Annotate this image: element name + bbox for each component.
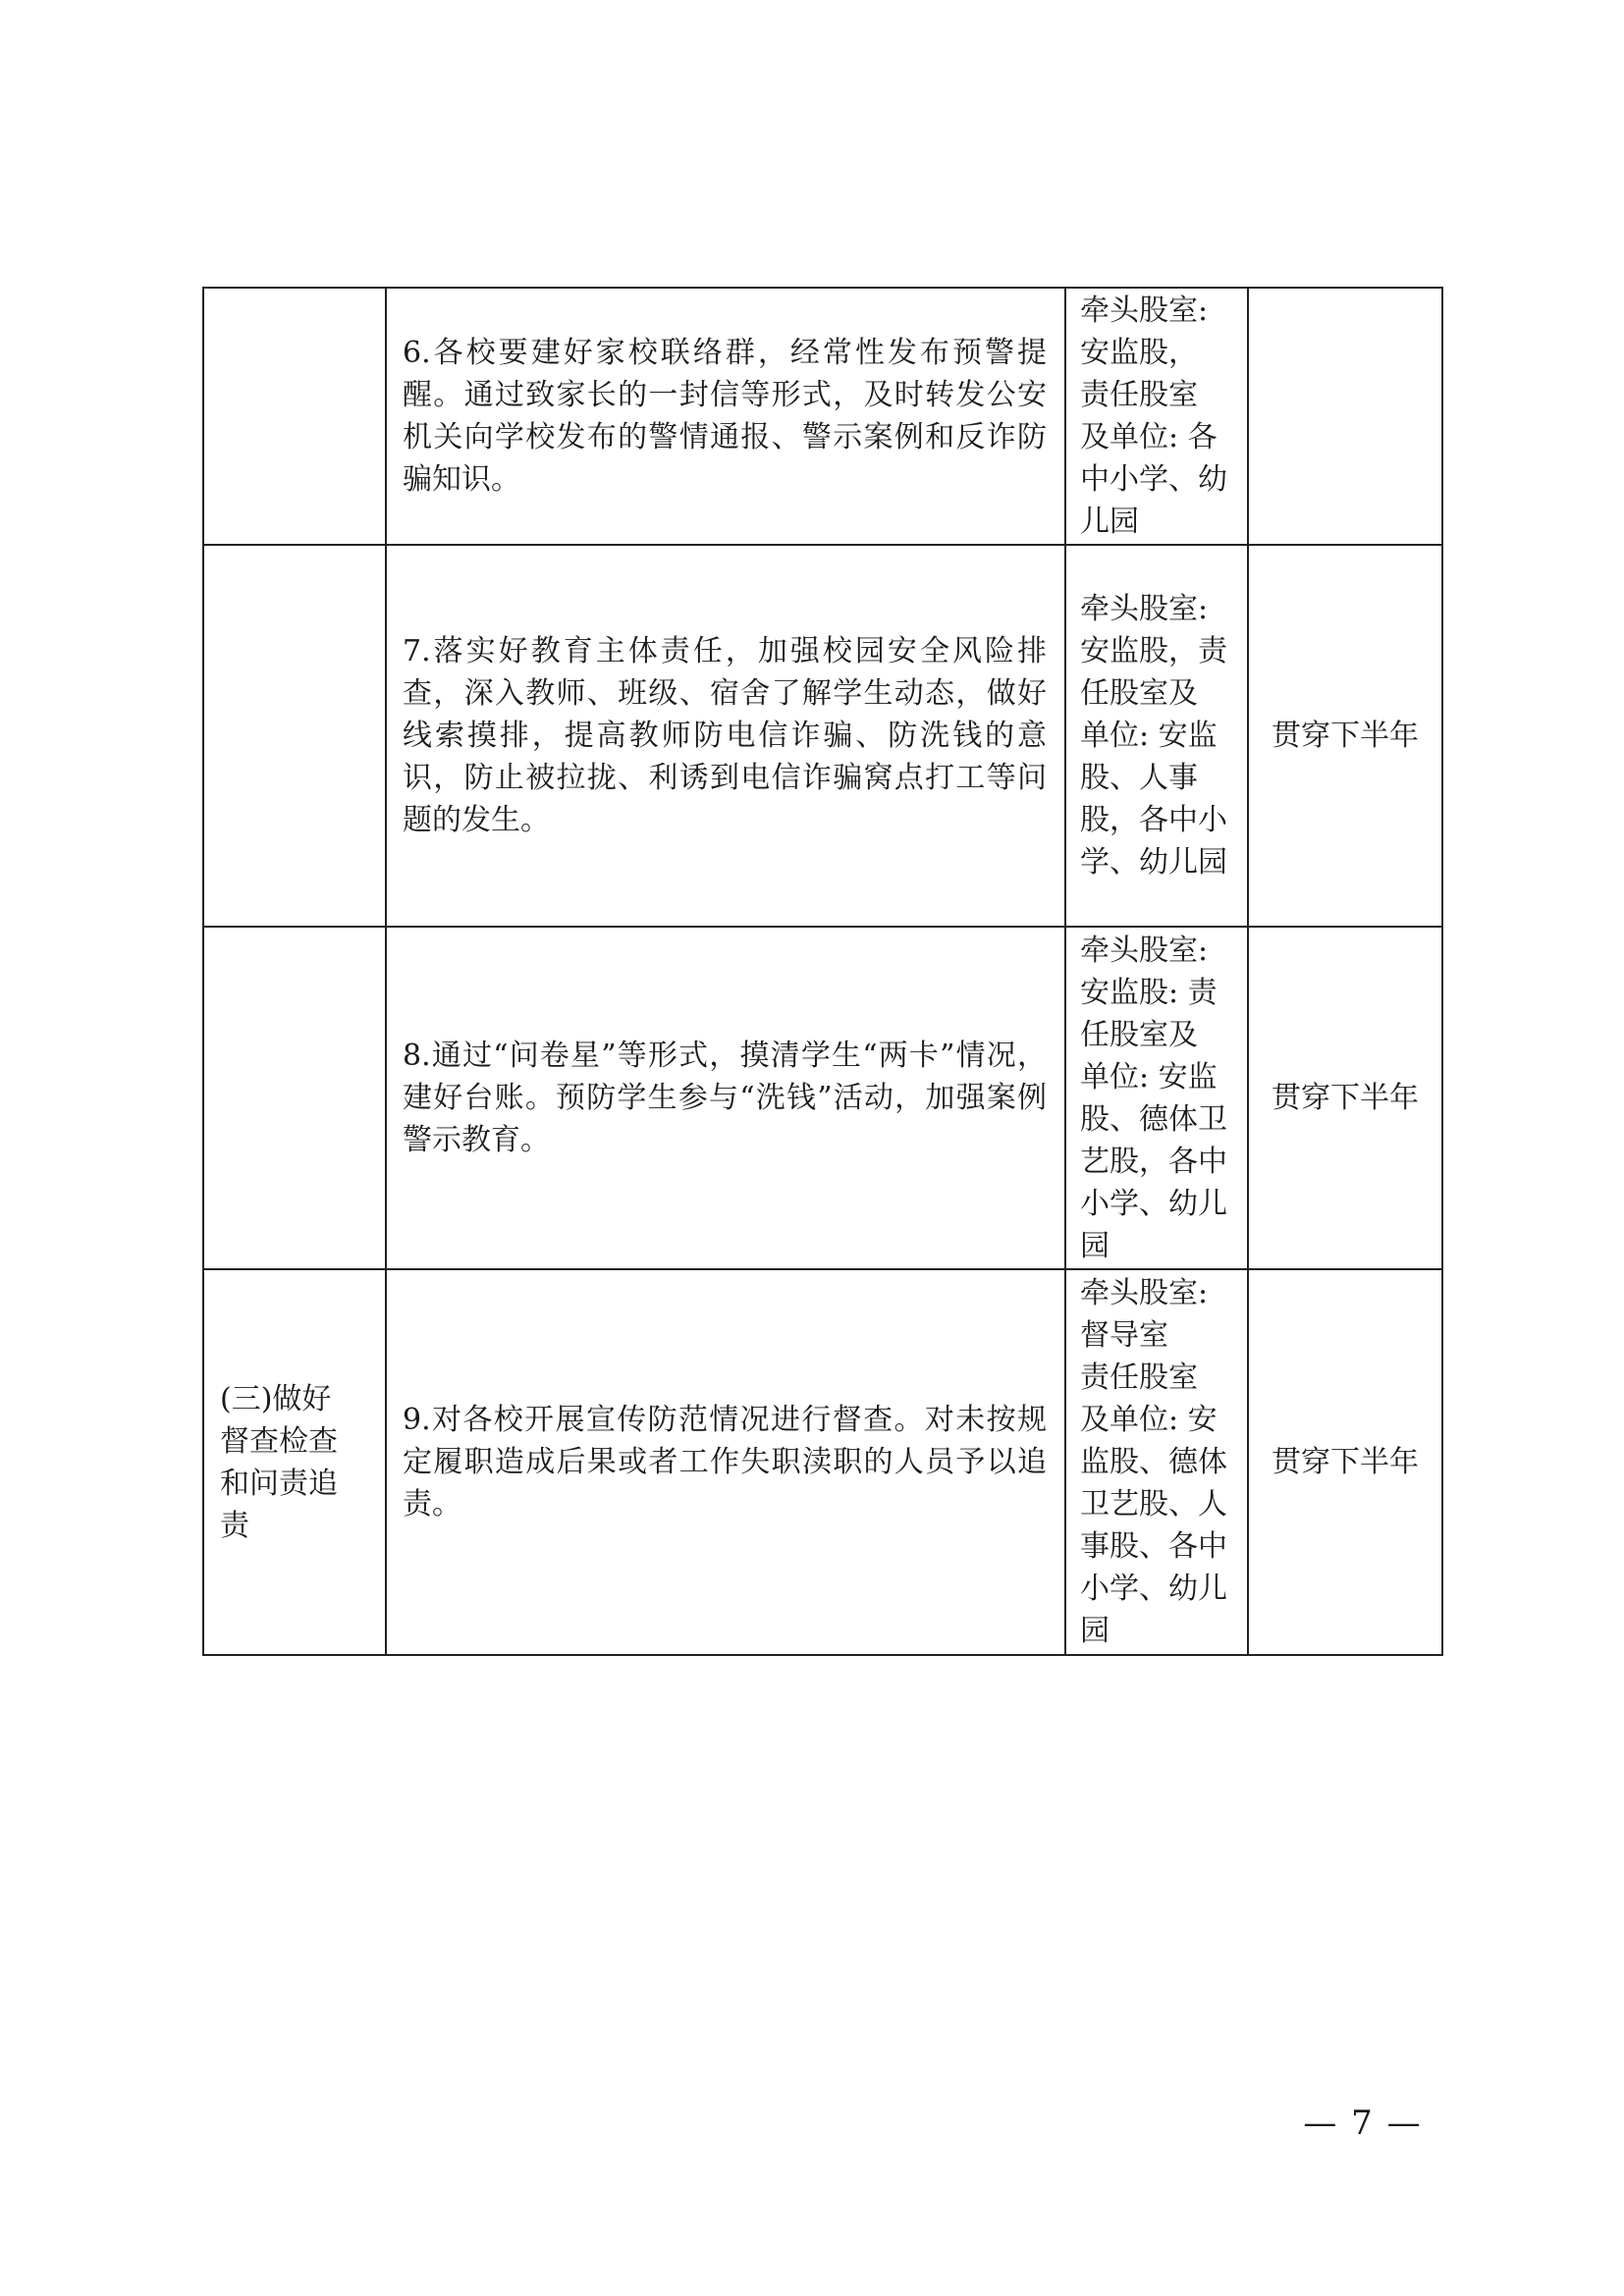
task-cell: 8.通过“问卷星”等形式，摸清学生“两卡”情况，建好台账。预防学生参与“洗钱”活动，加强案例警示教育。 xyxy=(386,927,1065,1269)
table-row xyxy=(203,545,1442,927)
time-cell: 贯穿下半年 xyxy=(1248,1269,1442,1655)
category-cell xyxy=(203,927,386,1269)
table-row xyxy=(203,1269,1442,1655)
time-cell xyxy=(1248,288,1442,545)
category-cell xyxy=(203,288,386,545)
task-cell: 6.各校要建好家校联络群，经常性发布预警提醒。通过致家长的一封信等形式，及时转发公安机关向学校发布的警情通报、警示案例和反诈防骗知识。 xyxy=(386,288,1065,545)
task-cell: 7.落实好教育主体责任，加强校园安全风险排查，深入教师、班级、宿舍了解学生动态，做好线索摸排，提高教师防电信诈骗、防洗钱的意识，防止被拉拢、利诱到电信诈骗窝点打工等问题的发生。 xyxy=(386,545,1065,927)
table-row xyxy=(203,288,1442,545)
table-row xyxy=(203,927,1442,1269)
task-cell: 9.对各校开展宣传防范情况进行督查。对未按规定履职造成后果或者工作失职渎职的人员予以追责。 xyxy=(386,1269,1065,1655)
category-cell xyxy=(203,545,386,927)
task-table xyxy=(202,287,1443,1656)
responsible-cell: 牵头股室: 安监股，责 任股室及 单位: 安监 股、人事 股，各中小 学、幼儿园 xyxy=(1065,545,1248,927)
category-cell: (三)做好 督查检查 和问责追 责 xyxy=(203,1269,386,1655)
responsible-cell: 牵头股室: 安监股， 责任股室 及单位: 各 中小学、幼 儿园 xyxy=(1065,288,1248,545)
responsible-cell: 牵头股室: 安监股: 责 任股室及 单位: 安监 股、德体卫 艺股，各中 小学、幼儿 园 xyxy=(1065,927,1248,1269)
time-cell: 贯穿下半年 xyxy=(1248,545,1442,927)
responsible-cell: 牵头股室: 督导室 责任股室 及单位: 安 监股、德体 卫艺股、人 事股、各中 小学、幼儿 园 xyxy=(1065,1269,1248,1655)
time-cell: 贯穿下半年 xyxy=(1248,927,1442,1269)
page-number: — 7 — xyxy=(1303,2104,1423,2143)
